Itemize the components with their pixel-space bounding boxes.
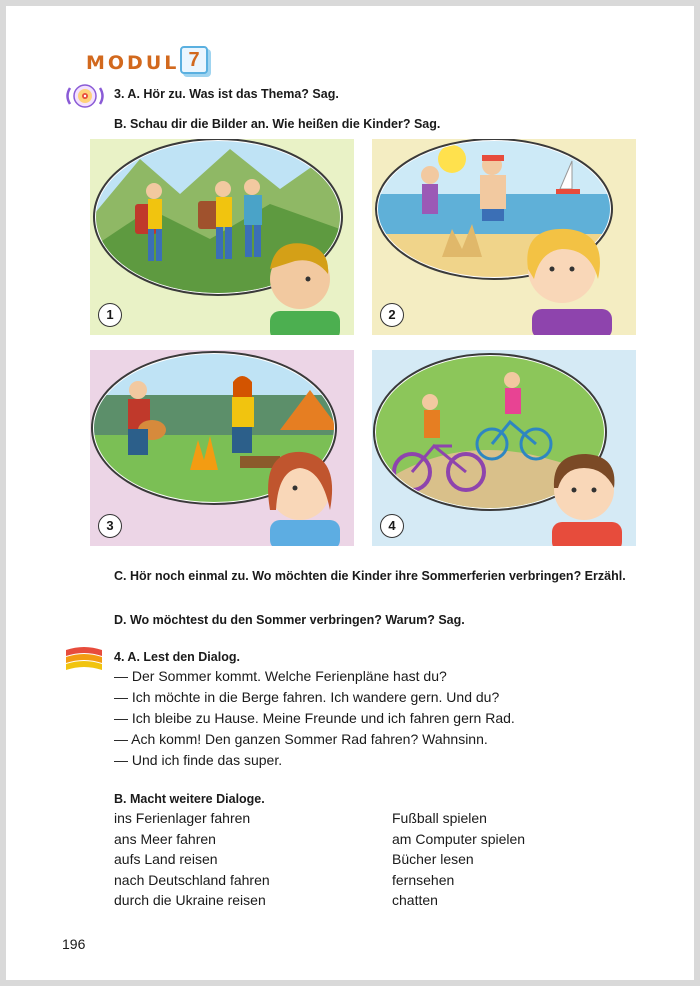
phrase-item: Bücher lesen [392,851,474,868]
phrase-item: durch die Ukraine reisen [114,892,266,909]
phrase-item: am Computer spielen [392,830,526,847]
dialog-line: — Ich möchte in die Berge fahren. Ich wandere gern. Und du? [114,689,500,705]
task-3b-heading: B. Schau dir die Bilder an. Wie heißen die Kinder? Sag. [114,117,441,131]
open-book-icon [62,644,106,679]
picture-number-badge: 4 [380,514,404,538]
picture-number-badge: 1 [98,303,122,327]
picture-number-badge: 2 [380,303,404,327]
textbook-page [6,6,694,980]
picture-3-camping [90,350,354,546]
picture-number-badge: 3 [98,514,122,538]
phrase-item: fernsehen [392,871,455,888]
task-4a-heading: 4. A. Lest den Dialog. [114,650,240,664]
page-number: 196 [62,936,86,952]
picture-1-hiking [90,139,354,335]
phrase-item: ins Ferienlager fahren [114,810,251,826]
dialog-line: — Und ich finde das super. [114,752,283,768]
phrase-item: ans Meer fahren [114,830,216,847]
picture-2-beach [372,139,636,335]
modul-label: MODUL [86,52,180,74]
picture-4-cycling [372,350,636,546]
phrase-list-left [114,808,270,911]
dialog-line: — Ich bleibe zu Hause. Meine Freunde und ich fahren gern Rad. [114,710,515,726]
phrase-item: aufs Land reisen [114,851,218,868]
task-3c-heading: C. Hör noch einmal zu. Wo möchten die Kinder ihre Sommerferien verbringen? Erzähl. [114,569,626,583]
phrase-item: Fußball spielen [392,810,487,826]
phrase-list-right [392,808,525,911]
task-4b-heading: B. Macht weitere Dialoge. [114,792,265,806]
phrase-item: nach Deutschland fahren [114,871,270,888]
dialog-line: — Der Sommer kommt. Welche Ferienpläne hast du? [114,668,447,684]
modul-number-badge: 7 [180,46,208,74]
audio-cd-icon [64,82,106,115]
task-3a-heading: 3. A. Hör zu. Was ist das Thema? Sag. [114,87,339,101]
task-3d-heading: D. Wo möchtest du den Sommer verbringen? Warum? Sag. [114,613,465,627]
dialog-line: — Ach komm! Den ganzen Sommer Rad fahren? Wahnsinn. [114,731,488,747]
phrase-item: chatten [392,892,438,909]
